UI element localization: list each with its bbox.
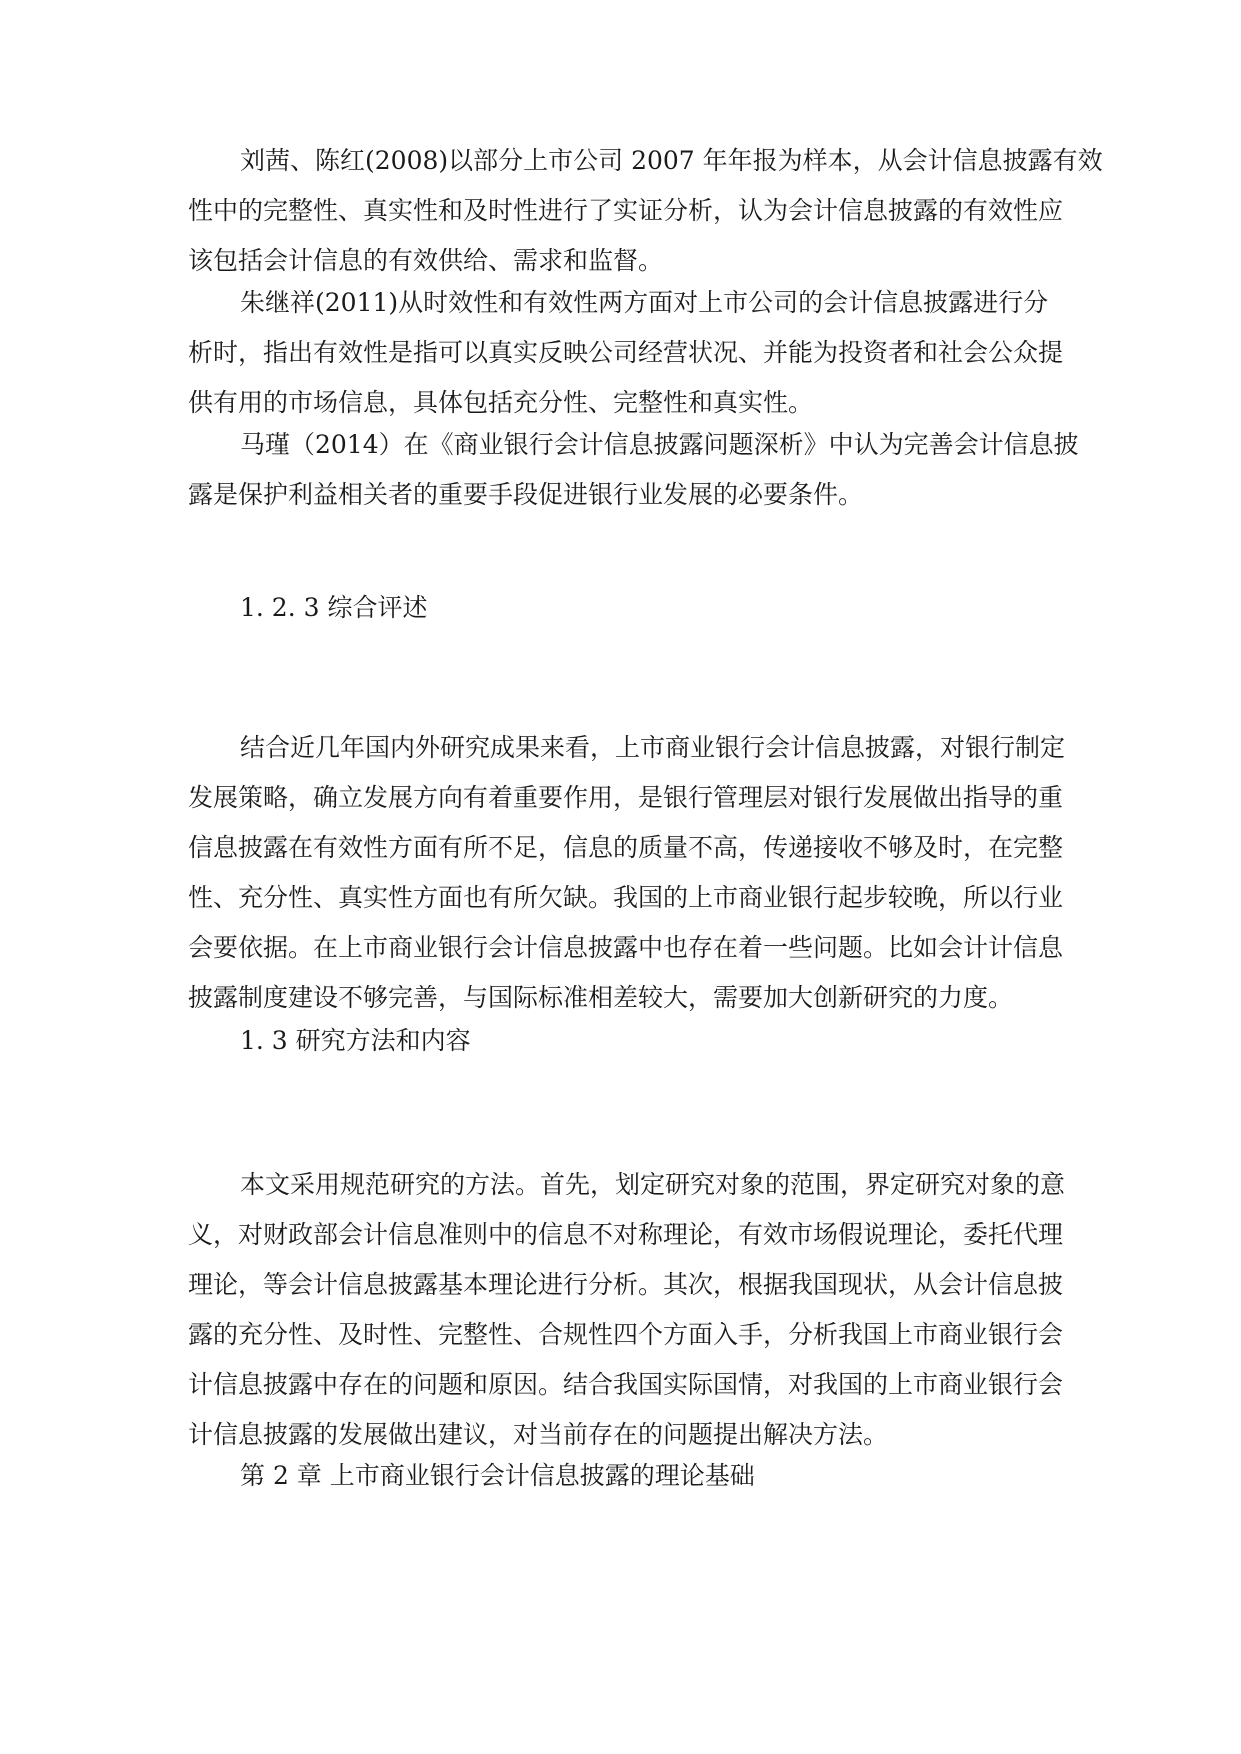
text-line: 析时，指出有效性是指可以真实反映公司经营状况、并能为投资者和社会公众提	[188, 338, 1064, 367]
text-line: 刘茜、陈红(2008)以部分上市公司 2007 年年报为样本，从会计信息披露有效	[240, 146, 1103, 175]
text-line: 该包括会计信息的有效供给、需求和监督。	[188, 246, 664, 275]
chapter-heading-2: 第 2 章 上市商业银行会计信息披露的理论基础	[240, 1461, 755, 1490]
text-line: 露的充分性、及时性、完整性、合规性四个方面入手，分析我国上市商业银行会	[188, 1320, 1064, 1349]
text-line: 结合近几年国内外研究成果来看，上市商业银行会计信息披露，对银行制定	[240, 733, 1066, 762]
text-line: 计信息披露中存在的问题和原因。结合我国实际国情，对我国的上市商业银行会	[188, 1370, 1064, 1399]
text-line: 性、充分性、真实性方面也有所欠缺。我国的上市商业银行起步较晚，所以行业	[188, 883, 1064, 912]
paragraph-method	[188, 1160, 1066, 1460]
text-line: 披露制度建设不够完善，与国际标准相差较大，需要加大创新研究的力度。	[188, 983, 1014, 1012]
paragraph-liu-chen	[188, 136, 1103, 286]
text-line: 供有用的市场信息，具体包括充分性、完整性和真实性。	[188, 388, 814, 417]
paragraph-ma	[188, 420, 1079, 520]
paragraph-review	[188, 723, 1066, 1023]
text-line: 性中的完整性、真实性和及时性进行了实证分析，认为会计信息披露的有效性应	[188, 196, 1064, 225]
text-line: 发展策略，确立发展方向有着重要作用，是银行管理层对银行发展做出指导的重	[188, 783, 1064, 812]
text-line: 信息披露在有效性方面有所不足，信息的质量不高，传递接收不够及时，在完整	[188, 833, 1064, 862]
text-line: 义，对财政部会计信息准则中的信息不对称理论，有效市场假说理论，委托代理	[188, 1220, 1064, 1249]
section-heading-1-2-3: 1. 2. 3 综合评述	[240, 593, 428, 622]
paragraph-zhu	[188, 278, 1064, 428]
text-line: 理论，等会计信息披露基本理论进行分析。其次，根据我国现状，从会计信息披	[188, 1270, 1064, 1299]
text-line: 计信息披露的发展做出建议，对当前存在的问题提出解决方法。	[188, 1420, 889, 1449]
text-line: 马瑾（2014）在《商业银行会计信息披露问题深析》中认为完善会计信息披	[240, 430, 1079, 459]
text-line: 会要依据。在上市商业银行会计信息披露中也存在着一些问题。比如会计计信息	[188, 933, 1064, 962]
text-line: 朱继祥(2011)从时效性和有效性两方面对上市公司的会计信息披露进行分	[240, 288, 1049, 317]
text-line: 本文采用规范研究的方法。首先，划定研究对象的范围，界定研究对象的意	[240, 1170, 1066, 1199]
section-heading-1-3: 1. 3 研究方法和内容	[240, 1026, 471, 1055]
text-line: 露是保护利益相关者的重要手段促进银行业发展的必要条件。	[188, 480, 864, 509]
